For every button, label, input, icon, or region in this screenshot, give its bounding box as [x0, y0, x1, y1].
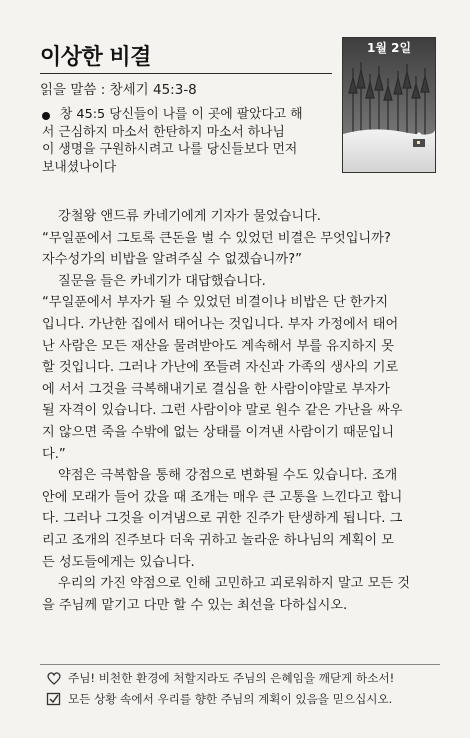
- body-line: 안에 모래가 들어 갔을 때 조개는 매우 큰 고통을 느낀다고 합니: [42, 489, 403, 505]
- footer-divider: [40, 664, 440, 665]
- prayer-line: [46, 670, 394, 686]
- body-line: “무일푼에서 부자가 될 수 있었던 비결이나 비밥은 단 한가지: [42, 295, 389, 311]
- verse-line: 서 근심하지 마소서 한탄하지 마소서 하나님: [42, 124, 285, 140]
- action-line: [46, 691, 392, 707]
- verse-line: 보내셨나이다: [42, 159, 117, 175]
- body-line: 질문을 들은 카네기가 대답했습니다.: [58, 273, 266, 289]
- heart-hands-icon: [46, 671, 62, 685]
- body-line: 든 성도들에게는 있습니다.: [42, 554, 195, 570]
- date-label: 1월 2일: [366, 41, 412, 55]
- devotional-body: [42, 206, 440, 616]
- body-line: 할 것입니다. 그러나 가난에 쪼들려 자신과 가족의 생사의 기로: [42, 360, 399, 376]
- verse-line: 창 45:5 당신들이 나를 이 곳에 팔았다고 해: [60, 107, 303, 122]
- body-line: 자수성가의 비밥을 알려주실 수 없겠습니까?”: [42, 252, 302, 268]
- scripture-reading: 읽을 말씀 : 창세기 45:3-8: [40, 82, 197, 98]
- body-line: 난 사람은 모든 재산을 물려받아도 계속해서 부를 유지하지 못: [42, 338, 395, 354]
- body-line: 다.”: [42, 446, 66, 462]
- body-line: “무일푼에서 그토록 큰돈을 벌 수 있었던 비결은 무엇입니까?: [42, 230, 391, 246]
- body-line: 입니다. 가난한 집에서 태어나는 것입니다. 부자 가정에서 태어: [42, 316, 399, 332]
- body-line: 강철왕 앤드류 카네기에게 기자가 물었습니다.: [58, 209, 322, 224]
- body-line: 에 서서 그것을 극복해내기로 결심을 한 사람이야말로 부자가: [42, 381, 390, 397]
- page-title: 이상한 비결: [40, 45, 151, 70]
- verse-line: 이 생명을 구원하시려고 나를 당신들보다 먼저: [42, 142, 298, 157]
- body-line: 우리의 가진 약점으로 인해 고민하고 괴로워하지 말고 모든 것: [58, 576, 411, 592]
- action-text: 모든 상황 속에서 우리를 향한 주님의 계획이 있음을 믿으십시오.: [68, 692, 393, 706]
- body-line: 될 자격이 있습니다. 그런 사람이야 말로 원수 같은 가난을 싸우: [42, 403, 403, 419]
- body-line: 지 않으면 죽을 수밖에 없는 상태를 이겨낸 사람이기 때문입니: [42, 424, 395, 440]
- check-box-icon: [46, 692, 62, 706]
- body-line: 다. 그러나 그것을 이겨냄으로 귀한 진주가 탄생하게 됩니다. 그: [42, 511, 403, 527]
- body-line: 약점은 극복함을 통해 강점으로 변화될 수도 있습니다. 조개: [58, 468, 398, 484]
- winter-scene-image: [343, 38, 435, 172]
- prayer-text: 주님! 비천한 환경에 처할지라도 주님의 은혜임을 깨닫게 하소서!: [68, 671, 395, 685]
- body-line: 을 주님께 맡기고 다만 할 수 있는 최선을 다하십시오.: [42, 597, 348, 613]
- winter-landscape-photo: [342, 37, 436, 173]
- key-verse: [42, 106, 330, 176]
- body-line: 리고 조개의 진주보다 더욱 귀하고 놀라운 하나님의 계획이 모: [42, 532, 395, 548]
- title-divider: [40, 73, 332, 74]
